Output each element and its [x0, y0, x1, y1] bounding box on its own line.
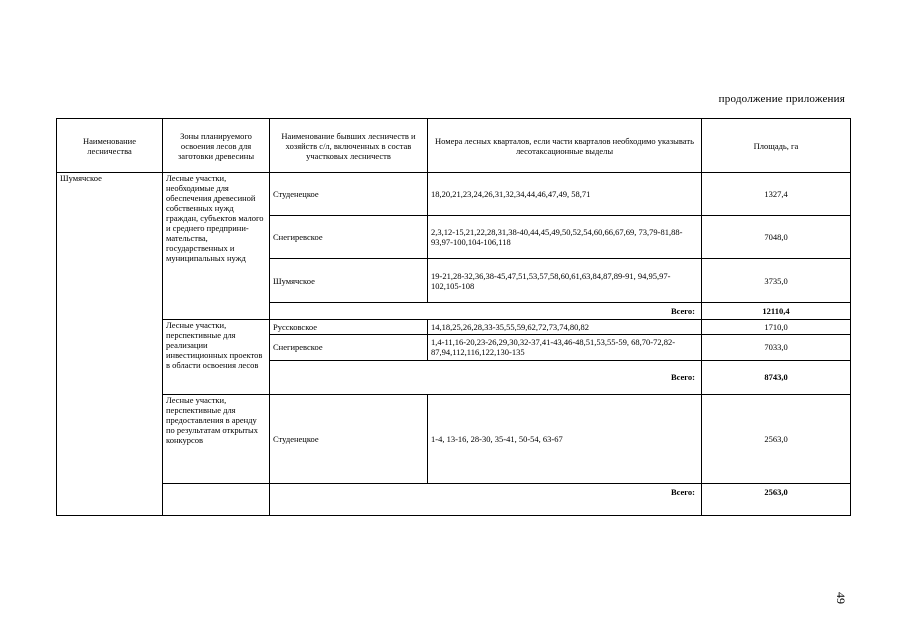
former-forestry-cell: Снегиревское: [270, 334, 428, 360]
zone-cell: Лесные участки, перспективные для предоставления в аренду по результатам открытых конкурсов: [163, 395, 270, 484]
zone-cell: Лесные участки, перспективные для реализации инвестиционных проектов в области освоения лесов: [163, 320, 270, 395]
page-number: 49: [834, 592, 848, 604]
total-label: Всего:: [270, 483, 702, 515]
quarters-cell: 18,20,21,23,24,26,31,32,34,44,46,47,49, 58,71: [428, 173, 702, 215]
forestry-zones-table: [56, 118, 851, 516]
table-row: [57, 173, 851, 215]
column-header-former-forestries: Наименование бывших лесничеств и хозяйств с/л, включенных в состав участковых лесничеств: [270, 119, 428, 173]
total-label: Всего:: [270, 360, 702, 394]
area-cell: 7033,0: [702, 334, 851, 360]
area-cell: 1327,4: [702, 173, 851, 215]
area-cell: 3735,0: [702, 259, 851, 303]
total-row: [57, 483, 851, 515]
table-row: [57, 320, 851, 334]
column-header-area: Площадь, га: [702, 119, 851, 173]
former-forestry-cell: Шумячское: [270, 259, 428, 303]
total-value: 2563,0: [702, 483, 851, 515]
column-header-forestry: Наименование лесничества: [57, 119, 163, 173]
quarters-cell: 1-4, 13-16, 28-30, 35-41, 50-54, 63-67: [428, 395, 702, 484]
area-cell: 7048,0: [702, 215, 851, 258]
former-forestry-cell: Студенецкое: [270, 395, 428, 484]
former-forestry-cell: Снегиревское: [270, 215, 428, 258]
column-header-quarter-numbers: Номера лесных кварталов, если части кварталов необходимо указывать лесотаксационные выделы: [428, 119, 702, 173]
continuation-note: продолжение приложения: [718, 93, 845, 105]
total-value: 12110,4: [702, 303, 851, 320]
area-cell: 2563,0: [702, 395, 851, 484]
total-value: 8743,0: [702, 360, 851, 394]
forestry-name-cell: Шумячское: [57, 173, 163, 516]
empty-zone-cell: [163, 483, 270, 515]
former-forestry-cell: Руссковское: [270, 320, 428, 334]
zone-cell: Лесные участки, необходимые для обеспечения древесиной собственных нужд граждан, субъектов малого и среднего предприни-мательства, государственных и муниципальных нужд: [163, 173, 270, 320]
quarters-cell: 2,3,12-15,21,22,28,31,38-40,44,45,49,50,52,54,60,66,67,69, 73,79-81,88-93,97-100,104-106,118: [428, 215, 702, 258]
quarters-cell: 1,4-11,16-20,23-26,29,30,32-37,41-43,46-48,51,53,55-59, 68,70-72,82-87,94,112,116,122,130-135: [428, 334, 702, 360]
area-cell: 1710,0: [702, 320, 851, 334]
column-header-zone: Зоны планируемого освоения лесов для заготовки древесины: [163, 119, 270, 173]
table-row: [57, 395, 851, 484]
former-forestry-cell: Студенецкое: [270, 173, 428, 215]
quarters-cell: 19-21,28-32,36,38-45,47,51,53,57,58,60,61,63,84,87,89-91, 94,95,97-102,105-108: [428, 259, 702, 303]
quarters-cell: 14,18,25,26,28,33-35,55,59,62,72,73,74,80,82: [428, 320, 702, 334]
table-header-row: [57, 119, 851, 173]
total-label: Всего:: [270, 303, 702, 320]
